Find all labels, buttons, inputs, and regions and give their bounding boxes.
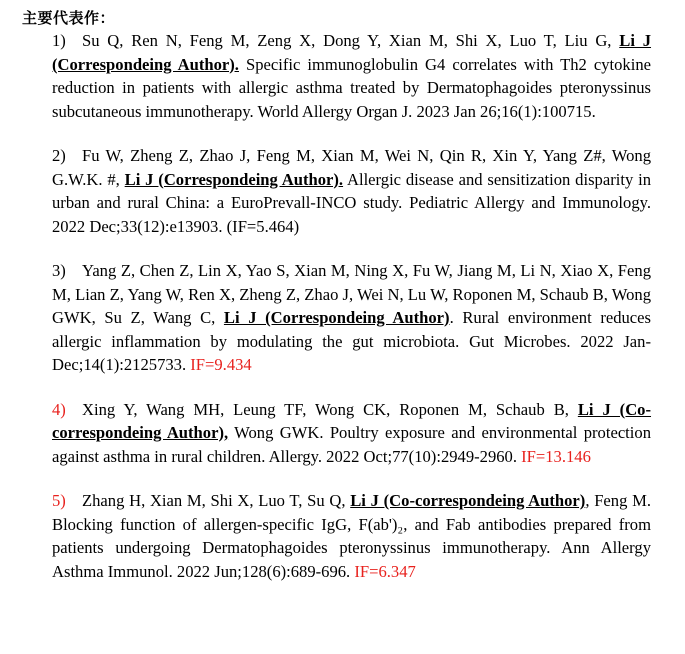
reference-details: , Feng M. Blocking function of allergen-specific IgG, F(ab')₂, and Fab antibodies prepared from patients undergoing Dermatophagoides pteronyssinus immunotherapy. Ann Allergy Asthma Immunol. 2022 Jun;128(6):689-696.: [52, 491, 651, 581]
reference-authors: Xing Y, Wang MH, Leung TF, Wong CK, Roponen M, Schaub B,: [82, 399, 578, 419]
corresponding-author-tag: Li J (Correspondeing Author).: [124, 169, 344, 189]
reference-authors: Fu W, Zheng Z, Zhao J, Feng M, Xian M, Wei N, Qin R, Xin Y, Yang Z#, Wong G.W.K. #,: [52, 146, 651, 189]
impact-factor: IF=13.146: [521, 446, 591, 466]
reference-details: . Rural environment reduces allergic inflammation by modulating the gut microbiota. Gut Microbes. 2022 Jan-Dec;14(1):2125733.: [52, 308, 651, 374]
reference-details: Specific immunoglobulin G4 correlates with Th2 cytokine reduction in patients with allergic asthma treated by Dermatophagoides pteronyssinus subcutaneous immunotherapy. World Allergy Organ J. 2023 Jan 26;16(1):100715.: [52, 54, 651, 121]
section-heading: 主要代表作：: [22, 9, 116, 27]
reference-number: 5): [52, 491, 66, 510]
reference-list: [22, 29, 651, 583]
reference-authors: Zhang H, Xian M, Shi X, Luo T, Su Q,: [82, 491, 351, 510]
corresponding-author-tag: Li J (Correspondeing Author).: [52, 31, 652, 74]
impact-factor: IF=9.434: [190, 355, 252, 374]
reference-authors: Su Q, Ren N, Feng M, Zeng X, Dong Y, Xian M, Shi X, Luo T, Liu G,: [82, 31, 620, 50]
reference-item-5: [52, 489, 651, 583]
reference-details: Wong GWK. Poultry exposure and environmental protection against asthma in rural children. Allergy. 2022 Oct;77(10):2949-2960.: [52, 423, 651, 466]
reference-number: 1): [52, 31, 66, 50]
reference-item-4: [52, 398, 651, 469]
corresponding-author-tag: Li J (Correspondeing Author): [223, 308, 450, 327]
co-corresponding-author-tag: Li J (Co-correspondeing Author): [350, 491, 586, 510]
impact-factor: IF=6.347: [354, 561, 416, 581]
reference-number: 4): [52, 399, 66, 419]
reference-details: Allergic disease and sensitization disparity in urban and rural China: a EuroPrevall-INCO study. Pediatric Allergy and Immunology. 2022 Dec;33(12):e13903. (IF=5.464): [52, 169, 651, 236]
reference-number: 3): [52, 261, 66, 280]
reference-number: 2): [52, 146, 66, 165]
reference-authors: Yang Z, Chen Z, Lin X, Yao S, Xian M, Ning X, Fu W, Jiang M, Li N, Xiao X, Feng M, Lian Z, Yang W, Ren X, Zheng Z, Zhao J, Wei N, Lu W, Roponen M, Schaub B, Wong GWK, Su Z, Wang C,: [52, 261, 651, 327]
reference-item-1: [52, 29, 651, 123]
reference-item-2: [52, 144, 651, 238]
co-corresponding-author-tag: Li J (Co-correspondeing Author),: [52, 399, 652, 442]
reference-item-3: [52, 259, 651, 377]
